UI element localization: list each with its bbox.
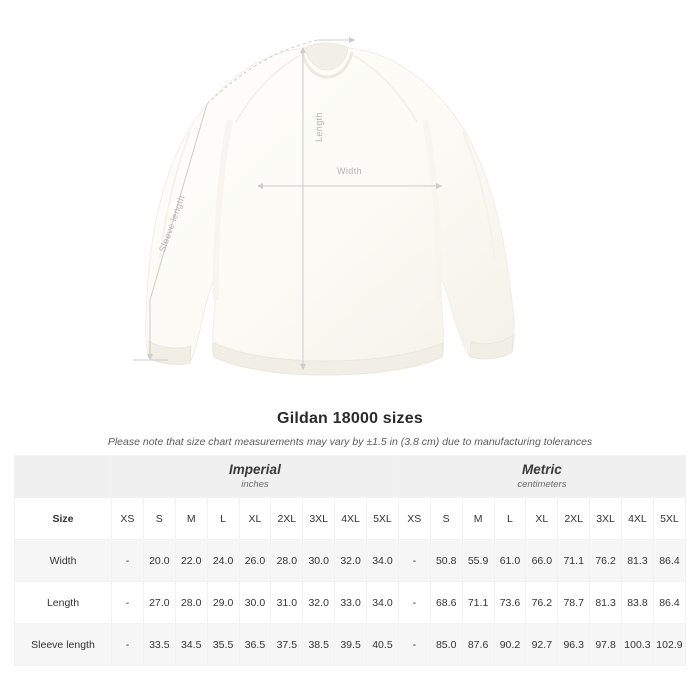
header-metric-xs: XS [398, 498, 430, 540]
sleeve-imperial-4xl: 39.5 [335, 624, 367, 666]
width-imperial-m: 22.0 [175, 540, 207, 582]
width-metric-5xl: 86.4 [653, 540, 685, 582]
length-metric-5xl: 86.4 [653, 582, 685, 624]
size-table [14, 455, 686, 666]
length-imperial-xs: - [112, 582, 144, 624]
header-imperial-m: M [175, 498, 207, 540]
width-imperial-l: 24.0 [207, 540, 239, 582]
length-metric-s: 68.6 [430, 582, 462, 624]
title-block [0, 410, 700, 448]
sleeve-imperial-xl: 36.5 [239, 624, 271, 666]
row-label-width: Width [15, 540, 112, 582]
sleeve-imperial-l: 35.5 [207, 624, 239, 666]
length-imperial-4xl: 33.0 [335, 582, 367, 624]
unit-imperial-sub: inches [241, 478, 269, 490]
page-title: Gildan 18000 sizes [277, 410, 423, 427]
width-dimension-label: Width [337, 166, 363, 176]
length-imperial-l: 29.0 [207, 582, 239, 624]
length-dimension-label: Length [314, 112, 324, 142]
header-imperial-2xl: 2XL [271, 498, 303, 540]
length-imperial-m: 28.0 [175, 582, 207, 624]
unit-metric-sub: centimeters [517, 478, 567, 490]
width-imperial-4xl: 32.0 [335, 540, 367, 582]
header-metric-l: L [494, 498, 526, 540]
unit-metric [398, 456, 685, 498]
unit-imperial [112, 456, 399, 498]
width-metric-xl: 66.0 [526, 540, 558, 582]
tolerance-note: Please note that size chart measurements may vary by ±1.5 in (3.8 cm) due to manufacturing tolerances [107, 436, 593, 448]
length-imperial-2xl: 31.0 [271, 582, 303, 624]
header-imperial-l: L [207, 498, 239, 540]
sleeve-metric-l: 90.2 [494, 624, 526, 666]
width-metric-s: 50.8 [430, 540, 462, 582]
length-metric-4xl: 83.8 [622, 582, 654, 624]
width-metric-4xl: 81.3 [622, 540, 654, 582]
sleeve-imperial-3xl: 38.5 [303, 624, 335, 666]
unit-row-spacer [15, 456, 112, 498]
header-imperial-xl: XL [239, 498, 271, 540]
size-table-wrap [14, 455, 686, 666]
header-imperial-xs: XS [112, 498, 144, 540]
width-metric-l: 61.0 [494, 540, 526, 582]
header-metric-s: S [430, 498, 462, 540]
length-imperial-3xl: 32.0 [303, 582, 335, 624]
length-imperial-xl: 30.0 [239, 582, 271, 624]
length-metric-2xl: 78.7 [558, 582, 590, 624]
sleeve-metric-m: 87.6 [462, 624, 494, 666]
header-imperial-s: S [143, 498, 175, 540]
sleeve-metric-2xl: 96.3 [558, 624, 590, 666]
width-imperial-3xl: 30.0 [303, 540, 335, 582]
header-metric-5xl: 5XL [653, 498, 685, 540]
header-metric-4xl: 4XL [622, 498, 654, 540]
table-row [15, 582, 686, 624]
header-metric-xl: XL [526, 498, 558, 540]
width-imperial-xl: 26.0 [239, 540, 271, 582]
unit-imperial-name: Imperial [229, 461, 281, 477]
header-metric-m: M [462, 498, 494, 540]
unit-metric-name: Metric [522, 461, 562, 477]
header-metric-2xl: 2XL [558, 498, 590, 540]
sleeve-imperial-xs: - [112, 624, 144, 666]
length-imperial-5xl: 34.0 [367, 582, 399, 624]
sleeve-imperial-5xl: 40.5 [367, 624, 399, 666]
length-metric-m: 71.1 [462, 582, 494, 624]
sleeve-metric-xl: 92.7 [526, 624, 558, 666]
header-metric-3xl: 3XL [590, 498, 622, 540]
header-imperial-5xl: 5XL [367, 498, 399, 540]
width-imperial-5xl: 34.0 [367, 540, 399, 582]
sleeve-imperial-s: 33.5 [143, 624, 175, 666]
unit-header-row [15, 456, 686, 498]
width-metric-2xl: 71.1 [558, 540, 590, 582]
header-imperial-3xl: 3XL [303, 498, 335, 540]
header-imperial-4xl: 4XL [335, 498, 367, 540]
sweatshirt-body [146, 43, 515, 375]
sleeve-imperial-m: 34.5 [175, 624, 207, 666]
sleeve-length-dimension-label: Sleeve length [157, 193, 187, 254]
table-row [15, 624, 686, 666]
width-metric-m: 55.9 [462, 540, 494, 582]
length-imperial-s: 27.0 [143, 582, 175, 624]
size-header-row [15, 498, 686, 540]
width-metric-xs: - [398, 540, 430, 582]
sleeve-metric-s: 85.0 [430, 624, 462, 666]
sleeve-imperial-2xl: 37.5 [271, 624, 303, 666]
sleeve-metric-4xl: 100.3 [622, 624, 654, 666]
width-imperial-2xl: 28.0 [271, 540, 303, 582]
row-label-sleeve-length: Sleeve length [15, 624, 112, 666]
length-metric-3xl: 81.3 [590, 582, 622, 624]
length-metric-l: 73.6 [494, 582, 526, 624]
table-row [15, 540, 686, 582]
row-label-length: Length [15, 582, 112, 624]
width-metric-3xl: 76.2 [590, 540, 622, 582]
sleeve-metric-3xl: 97.8 [590, 624, 622, 666]
sleeve-metric-5xl: 102.9 [653, 624, 685, 666]
width-imperial-s: 20.0 [143, 540, 175, 582]
size-header-cell: Size [15, 498, 112, 540]
sleeve-metric-xs: - [398, 624, 430, 666]
width-imperial-xs: - [112, 540, 144, 582]
length-metric-xs: - [398, 582, 430, 624]
length-metric-xl: 76.2 [526, 582, 558, 624]
